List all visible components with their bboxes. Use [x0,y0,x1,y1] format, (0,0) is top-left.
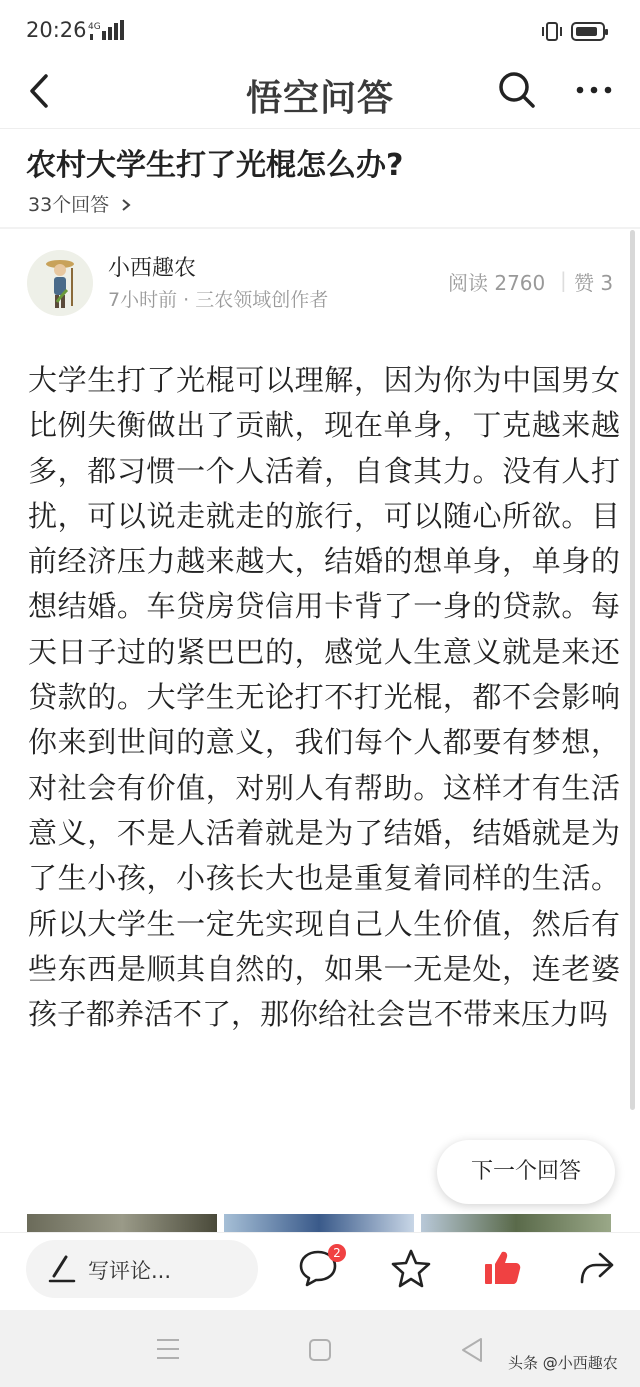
section-divider [0,227,640,229]
answer-count-link[interactable] [28,190,133,217]
answer-body: 大学生打了光棍可以理解，因为你为中国男女比例失衡做出了贡献，现在单身，丁克越来越多，都习惯一个人活着，自食其力。没有人打扰，可以说走就走的旅行，可以随心所欲。目前经济压力越来越大，结婚的想单身，单身的想结婚。车贷房贷信用卡背了一身的贷款。每天日子过的紧巴巴的，感觉人生意义就是来还贷款的。大学生无论打不打光棍，都不会影响你来到世间的意义，我们每个人都要有梦想，对社会有价值，对别人有帮助。这样才有生活意义，不是人活着就是为了结婚，结婚就是为了生小孩，小孩长大也是重复着同样的生活。所以大学生一定先实现自己人生价值，然后有些东西是顺其自然的，如果一无是处，连老婆孩子都养活不了，那你给社会岂不带来压力吗 [28,363,620,1032]
answer-image[interactable] [27,1214,217,1232]
status-time: 20:26 [26,18,87,42]
answer-count-label: 33个回答 [28,194,110,216]
scrollbar[interactable] [630,230,635,1110]
more-icon[interactable] [575,72,615,112]
vibrate-icon [543,23,561,40]
image-strip[interactable] [27,1214,627,1232]
app-brand: 悟空问答 [245,78,394,119]
recents-menu-icon[interactable] [155,1338,181,1364]
author-meta: 7小时前 · 三农领域创作者 [108,289,329,311]
home-icon[interactable] [308,1338,332,1366]
back-triangle-icon[interactable] [460,1337,484,1367]
pencil-icon [48,1254,76,1288]
back-arrow-icon[interactable] [28,72,68,112]
read-count: 阅读 2760 [448,271,546,295]
next-answer-button[interactable]: 下一个回答 [437,1140,615,1204]
svg-text:4G: 4G [88,22,101,32]
system-nav-bar [0,1310,640,1387]
comment-count-badge: 2 [328,1244,346,1262]
share-icon[interactable] [576,1248,618,1292]
watermark: 头条 @小西趣农 [508,1354,618,1372]
chevron-right-icon [119,198,133,212]
answer-image[interactable] [224,1214,414,1232]
author-name[interactable]: 小西趣农 [108,256,197,281]
meta-separator: | [560,268,567,292]
status-right [540,20,612,48]
avatar[interactable] [27,250,93,316]
thumbs-up-icon[interactable] [482,1248,524,1292]
star-icon[interactable] [390,1248,432,1292]
question-title[interactable]: 农村大学生打了光棍怎么办? [26,148,404,183]
battery-icon [572,23,608,40]
search-icon[interactable] [497,70,537,114]
answer-image[interactable] [421,1214,611,1232]
signal-icon [88,20,126,46]
like-count: 赞 3 [574,271,614,295]
comment-placeholder[interactable]: 写评论... [88,1259,172,1283]
